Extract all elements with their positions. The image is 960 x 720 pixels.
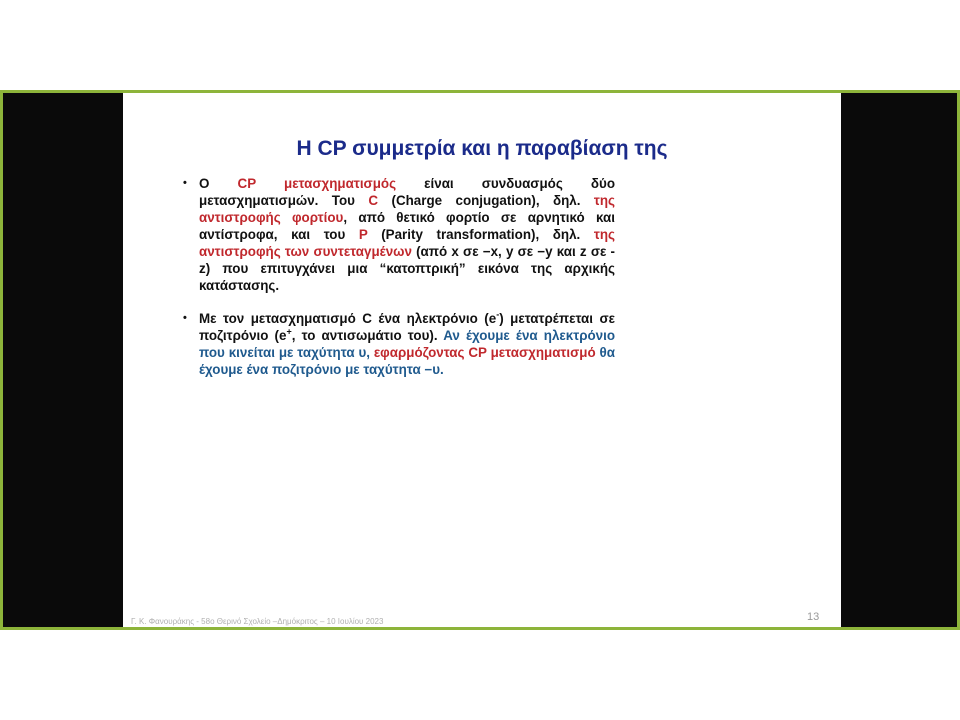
highlight-applying-cp: εφαρμόζοντας CP μετασχηματισμό — [373, 345, 596, 360]
bullet-cp-transformation — [181, 175, 615, 294]
presentation-frame — [0, 90, 960, 630]
superscript-minus: - — [496, 309, 500, 320]
text-run: ) μετατρέπεται σε ποζιτρόνιο (e — [199, 311, 615, 343]
highlight-coordinate-inversion: της αντιστροφής των συντεταγμένων — [199, 227, 615, 259]
highlight-positron-velocity: θα έχουμε ένα ποζιτρόνιο με ταχύτητα −υ. — [199, 345, 615, 377]
highlight-cp-transformation: CP μετασχηματισμός — [237, 176, 397, 191]
highlight-p: P — [358, 227, 368, 242]
text-run: Ο — [199, 176, 238, 191]
slide-content — [181, 175, 615, 378]
bullet-c-transformation — [181, 310, 615, 378]
slide-title: Η CP συμμετρία και η παραβίαση της — [296, 137, 668, 160]
highlight-c: C — [368, 193, 379, 208]
bullet-icon: • — [183, 312, 187, 324]
text-run: , το αντισωμάτιο του). — [291, 328, 444, 343]
text-run: είναι συνδυασμός δύο μετασχηματισμών. Του — [199, 176, 615, 208]
bullet-icon: • — [183, 177, 187, 189]
text-run: (Charge conjugation), δηλ. — [378, 193, 594, 208]
highlight-electron-velocity: Αν έχουμε ένα ηλεκτρόνιο που κινείται με ταχύτητα υ, — [199, 328, 616, 360]
page-number: 13 — [807, 611, 820, 623]
text-run: (Parity transformation), δηλ. — [367, 227, 594, 242]
superscript-plus: + — [286, 326, 292, 337]
text-run: Με τον μετασχηματισμό C ένα ηλεκτρόνιο (e — [199, 311, 497, 326]
text-run: (από x σε −x, y σε −y και z σε -z) που επιτυγχάνει μια “κατοπτρική” εικόνα της αρχικής κατάστασης. — [199, 244, 615, 293]
highlight-charge-inversion: της αντιστροφής φορτίου — [199, 193, 615, 225]
slide-footer: Γ. Κ. Φανουράκης - 58ο Θερινό Σχολείο –Δημόκριτος – 10 Ιουλίου 2023 — [131, 617, 384, 626]
slide — [123, 93, 841, 627]
text-run: , από θετικό φορτίο σε αρνητικό και αντίστροφα, και του — [199, 210, 615, 242]
